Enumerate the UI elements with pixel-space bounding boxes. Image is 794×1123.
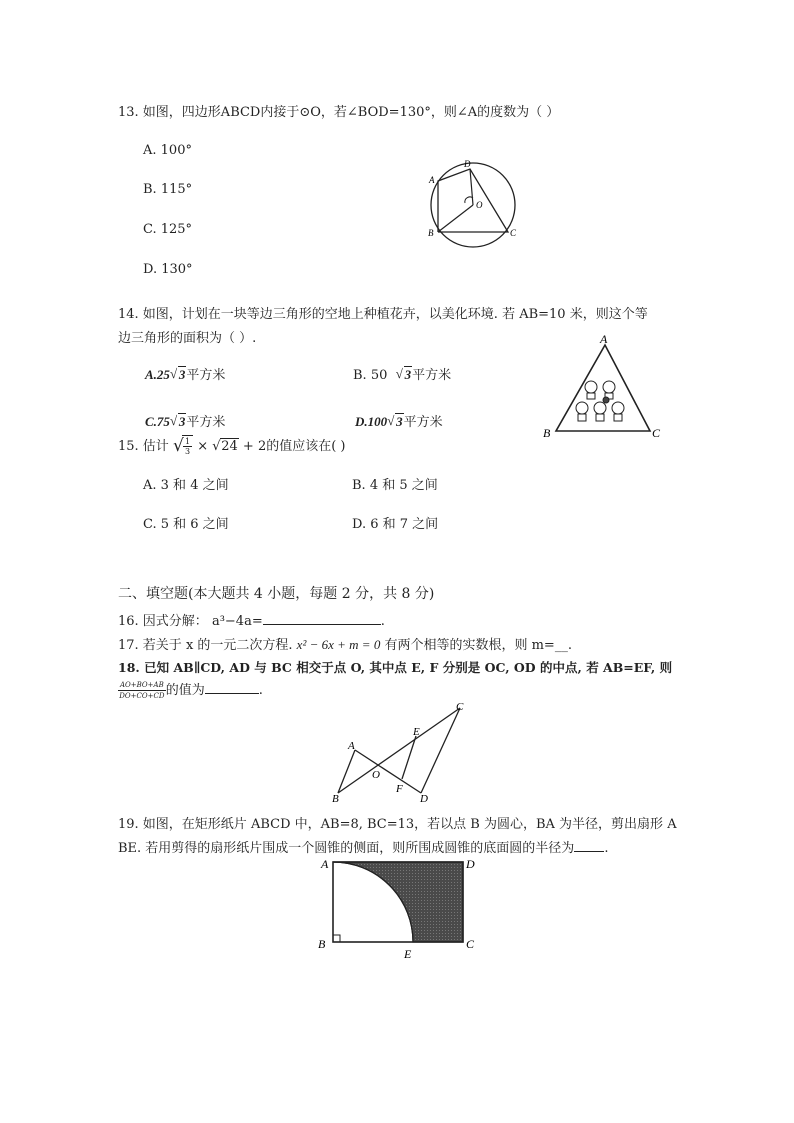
- q14-option-d-num: 100: [367, 414, 388, 429]
- q18-label-c: C: [456, 701, 464, 713]
- q14-option-b-unit: 平方米: [412, 368, 452, 383]
- q19-label-e: E: [404, 947, 412, 961]
- q15-prefix: 15. 估计: [118, 439, 169, 454]
- q14-triangle-figure: [538, 333, 668, 443]
- q14-stem-line1: 14. 如图，计划在一块等边三角形的空地上种植花卉，以美化环境. 若 AB=10 米，则这个等: [118, 307, 648, 322]
- q19-line2-text: BE. 若用剪得的扇形纸片围成一个圆锥的侧面，则所围成圆锥的底面圆的半径为: [118, 841, 575, 856]
- q13-option-c: C. 125°: [143, 222, 193, 237]
- q19-label-b: B: [318, 937, 326, 951]
- q14-option-c-num: 75: [156, 414, 170, 429]
- radical-icon: √: [212, 439, 221, 454]
- q14-option-c-rad: 3: [178, 414, 186, 429]
- q14-option-d-pre: D.: [355, 414, 368, 429]
- q14-label-b: B: [543, 426, 551, 440]
- q19-stem-line2: BE. 若用剪得的扇形纸片围成一个圆锥的侧面，则所围成圆锥的底面圆的半径为 .: [118, 841, 609, 856]
- q13-option-d: D. 130°: [143, 262, 193, 277]
- q18-frac-num: AO+BO+AB: [120, 681, 164, 689]
- q18-stem-line2: $\frac{AO+BO+AB}{DO+CO+CD}$的值为 .: [119, 681, 263, 700]
- q18-label-o: O: [372, 769, 380, 781]
- section2-title: 二、填空题(本大题共 4 小题，每题 2 分，共 8 分): [118, 586, 435, 602]
- q15-frac-num: 1: [184, 437, 191, 446]
- q19-label-d: D: [466, 857, 475, 871]
- q14-option-b-rad: 3: [404, 367, 412, 382]
- q18-label-e: E: [413, 726, 420, 738]
- q14-option-c-pre: C.: [145, 414, 157, 429]
- q15-suffix: 的值应该在( ): [266, 439, 346, 454]
- q16-stem: 16. 因式分解： a³−4a= .: [118, 614, 385, 629]
- q18-label-f: F: [396, 783, 403, 795]
- q17-stem: [118, 634, 572, 653]
- q16-text: 16. 因式分解： a³−4a=: [118, 614, 263, 629]
- q13-circle-figure: [420, 155, 530, 250]
- radical-icon: √: [169, 413, 178, 428]
- q18-answer-blank[interactable]: [205, 681, 259, 694]
- q14-stem-line2: 边三角形的面积为（ ）.: [118, 331, 257, 346]
- q18-label-a: A: [348, 740, 355, 752]
- q14-option-b: [353, 364, 451, 383]
- q19-label-a: A: [321, 857, 329, 871]
- q14-option-a-num: 25: [156, 367, 170, 382]
- q15-option-b: B. 4 和 5 之间: [352, 478, 438, 493]
- q14-option-a-pre: A.: [145, 367, 157, 382]
- q14-option-c-unit: 平方米: [186, 415, 226, 430]
- q15-plus: + 2: [242, 439, 267, 454]
- q18-frac-den: DO+CO+CD: [119, 692, 165, 700]
- q15-rad2: 24: [221, 439, 238, 454]
- q14-option-d-unit: 平方米: [403, 415, 443, 430]
- q18-suffix: 的值为: [165, 683, 205, 698]
- q14-option-b-pre: B. 50: [353, 368, 388, 383]
- q13-label-o: O: [476, 200, 483, 210]
- q14-option-c: [145, 411, 225, 430]
- q14-label-c: C: [652, 426, 661, 440]
- q15-frac-den: 3: [184, 447, 191, 456]
- q15-times: ×: [197, 439, 209, 454]
- q13-stem: 13. 如图，四边形ABCD内接于⊙O，若∠BOD=130°，则∠A的度数为（ ）: [118, 105, 560, 120]
- q18-label-b: B: [332, 793, 339, 805]
- q14-option-a: [145, 364, 225, 383]
- radical-icon: √: [387, 413, 395, 428]
- q15-stem: [118, 435, 346, 461]
- q16-answer-blank[interactable]: [263, 612, 381, 625]
- q13-option-b: B. 115°: [143, 182, 193, 197]
- q14-label-a: A: [600, 333, 608, 346]
- q15-option-c: C. 5 和 6 之间: [143, 517, 229, 532]
- radical-icon: √: [169, 366, 178, 381]
- q14-option-a-rad: 3: [178, 367, 186, 382]
- q17-suffix: 有两个相等的实数根，则 m=__.: [380, 638, 572, 653]
- flower-pot-icon: [576, 381, 624, 421]
- q14-option-d: [355, 411, 443, 430]
- q18-figure: [330, 700, 475, 805]
- q13-label-d: D: [464, 159, 471, 169]
- q14-option-a-unit: 平方米: [186, 368, 226, 383]
- q14-option-d-rad: 3: [396, 414, 403, 429]
- q18-stem-line1: 18. 已知 AB∥CD, AD 与 BC 相交于点 O, 其中点 E, F 分别是 OC, OD 的中点, 若 AB=EF, 则: [118, 660, 673, 675]
- q13-label-c: C: [510, 228, 517, 238]
- q15-option-d: D. 6 和 7 之间: [352, 517, 439, 532]
- q17-prefix: 17. 若关于 x 的一元二次方程.: [118, 638, 297, 653]
- q13-label-b: B: [428, 228, 434, 238]
- q19-label-c: C: [466, 937, 475, 951]
- q17-equation: x² − 6x + m = 0: [296, 637, 381, 652]
- q13-option-a: A. 100°: [143, 143, 192, 158]
- radical-icon: √: [172, 436, 184, 456]
- q19-stem-line1: 19. 如图，在矩形纸片 ABCD 中，AB=8, BC=13，若以点 B 为圆心，BA 为半径，剪出扇形 A: [118, 817, 677, 832]
- radical-icon: √: [395, 366, 403, 381]
- q19-answer-blank[interactable]: [574, 839, 604, 852]
- q19-rectangle-figure: [316, 852, 484, 962]
- q18-label-d: D: [420, 793, 428, 805]
- q15-option-a: A. 3 和 4 之间: [143, 478, 229, 493]
- q13-label-a: A: [429, 175, 435, 185]
